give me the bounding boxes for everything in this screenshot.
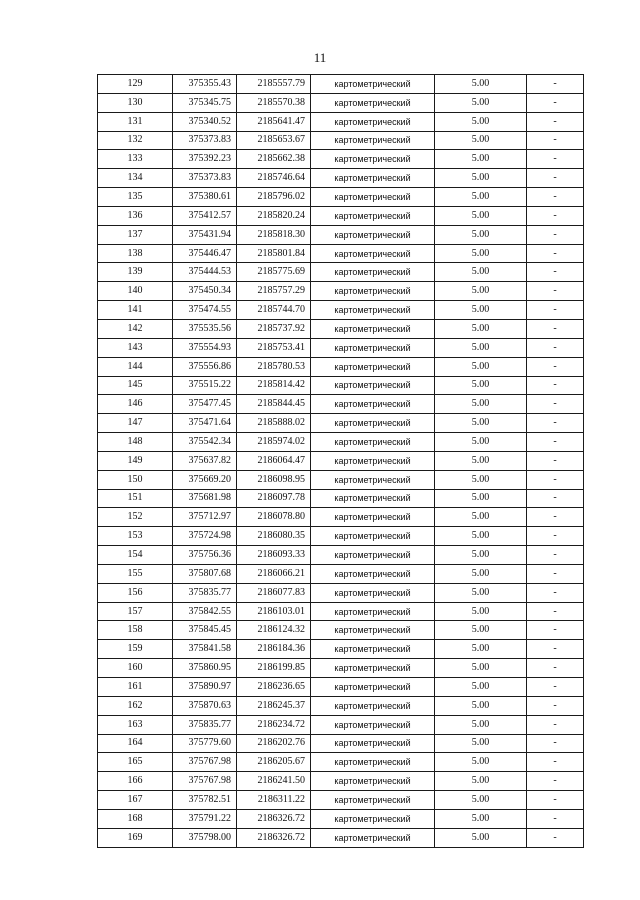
point-number-cell: 131 <box>98 112 173 131</box>
table-row <box>98 263 584 282</box>
x-coordinate-cell: 375890.97 <box>173 678 237 697</box>
accuracy-cell: 5.00 <box>435 301 527 320</box>
table-row <box>98 508 584 527</box>
point-number-cell: 130 <box>98 93 173 112</box>
x-coordinate-cell: 375477.45 <box>173 395 237 414</box>
description-cell: - <box>527 828 584 847</box>
accuracy-cell: 5.00 <box>435 451 527 470</box>
method-cell: картометрический <box>311 640 435 659</box>
table-row <box>98 433 584 452</box>
method-cell: картометрический <box>311 791 435 810</box>
method-cell: картометрический <box>311 508 435 527</box>
x-coordinate-cell: 375835.77 <box>173 715 237 734</box>
description-cell: - <box>527 451 584 470</box>
method-cell: картометрический <box>311 621 435 640</box>
table-row <box>98 301 584 320</box>
point-number-cell: 132 <box>98 131 173 150</box>
y-coordinate-cell: 2185653.67 <box>237 131 311 150</box>
x-coordinate-cell: 375444.53 <box>173 263 237 282</box>
description-cell: - <box>527 527 584 546</box>
description-cell: - <box>527 621 584 640</box>
y-coordinate-cell: 2185641.47 <box>237 112 311 131</box>
description-cell: - <box>527 263 584 282</box>
y-coordinate-cell: 2185775.69 <box>237 263 311 282</box>
table-row <box>98 470 584 489</box>
accuracy-cell: 5.00 <box>435 828 527 847</box>
x-coordinate-cell: 375345.75 <box>173 93 237 112</box>
table-row <box>98 319 584 338</box>
y-coordinate-cell: 2186184.36 <box>237 640 311 659</box>
method-cell: картометрический <box>311 715 435 734</box>
point-number-cell: 154 <box>98 546 173 565</box>
table-row <box>98 678 584 697</box>
point-number-cell: 159 <box>98 640 173 659</box>
description-cell: - <box>527 206 584 225</box>
accuracy-cell: 5.00 <box>435 791 527 810</box>
description-cell: - <box>527 75 584 94</box>
description-cell: - <box>527 508 584 527</box>
method-cell: картометрический <box>311 470 435 489</box>
point-number-cell: 137 <box>98 225 173 244</box>
point-number-cell: 135 <box>98 188 173 207</box>
accuracy-cell: 5.00 <box>435 772 527 791</box>
x-coordinate-cell: 375779.60 <box>173 734 237 753</box>
description-cell: - <box>527 244 584 263</box>
x-coordinate-cell: 375373.83 <box>173 131 237 150</box>
y-coordinate-cell: 2186077.83 <box>237 583 311 602</box>
point-number-cell: 151 <box>98 489 173 508</box>
method-cell: картометрический <box>311 188 435 207</box>
point-number-cell: 145 <box>98 376 173 395</box>
accuracy-cell: 5.00 <box>435 414 527 433</box>
description-cell: - <box>527 433 584 452</box>
x-coordinate-cell: 375841.58 <box>173 640 237 659</box>
point-number-cell: 136 <box>98 206 173 225</box>
table-row <box>98 772 584 791</box>
y-coordinate-cell: 2186205.67 <box>237 753 311 772</box>
y-coordinate-cell: 2186199.85 <box>237 659 311 678</box>
table-row <box>98 659 584 678</box>
table-row <box>98 791 584 810</box>
method-cell: картометрический <box>311 583 435 602</box>
description-cell: - <box>527 414 584 433</box>
y-coordinate-cell: 2185780.53 <box>237 357 311 376</box>
table-row <box>98 169 584 188</box>
x-coordinate-cell: 375471.64 <box>173 414 237 433</box>
table-row <box>98 696 584 715</box>
y-coordinate-cell: 2185662.38 <box>237 150 311 169</box>
point-number-cell: 162 <box>98 696 173 715</box>
y-coordinate-cell: 2186098.95 <box>237 470 311 489</box>
point-number-cell: 150 <box>98 470 173 489</box>
y-coordinate-cell: 2185744.70 <box>237 301 311 320</box>
point-number-cell: 163 <box>98 715 173 734</box>
accuracy-cell: 5.00 <box>435 809 527 828</box>
y-coordinate-cell: 2186103.01 <box>237 602 311 621</box>
method-cell: картометрический <box>311 527 435 546</box>
table-row <box>98 338 584 357</box>
description-cell: - <box>527 395 584 414</box>
table-row <box>98 225 584 244</box>
table-row <box>98 564 584 583</box>
table-row <box>98 753 584 772</box>
accuracy-cell: 5.00 <box>435 225 527 244</box>
y-coordinate-cell: 2186078.80 <box>237 508 311 527</box>
point-number-cell: 149 <box>98 451 173 470</box>
x-coordinate-cell: 375556.86 <box>173 357 237 376</box>
accuracy-cell: 5.00 <box>435 376 527 395</box>
table-row <box>98 715 584 734</box>
description-cell: - <box>527 301 584 320</box>
accuracy-cell: 5.00 <box>435 602 527 621</box>
accuracy-cell: 5.00 <box>435 546 527 565</box>
table-row <box>98 112 584 131</box>
y-coordinate-cell: 2185818.30 <box>237 225 311 244</box>
y-coordinate-cell: 2185844.45 <box>237 395 311 414</box>
method-cell: картометрический <box>311 753 435 772</box>
description-cell: - <box>527 734 584 753</box>
x-coordinate-cell: 375845.45 <box>173 621 237 640</box>
accuracy-cell: 5.00 <box>435 527 527 546</box>
method-cell: картометрический <box>311 376 435 395</box>
x-coordinate-cell: 375412.57 <box>173 206 237 225</box>
y-coordinate-cell: 2186234.72 <box>237 715 311 734</box>
description-cell: - <box>527 715 584 734</box>
x-coordinate-cell: 375842.55 <box>173 602 237 621</box>
description-cell: - <box>527 809 584 828</box>
point-number-cell: 168 <box>98 809 173 828</box>
accuracy-cell: 5.00 <box>435 470 527 489</box>
coordinates-table-body <box>98 75 584 848</box>
x-coordinate-cell: 375767.98 <box>173 753 237 772</box>
y-coordinate-cell: 2185801.84 <box>237 244 311 263</box>
table-row <box>98 451 584 470</box>
method-cell: картометрический <box>311 338 435 357</box>
description-cell: - <box>527 678 584 697</box>
accuracy-cell: 5.00 <box>435 244 527 263</box>
description-cell: - <box>527 564 584 583</box>
table-row <box>98 828 584 847</box>
method-cell: картометрический <box>311 150 435 169</box>
point-number-cell: 153 <box>98 527 173 546</box>
y-coordinate-cell: 2186326.72 <box>237 828 311 847</box>
x-coordinate-cell: 375782.51 <box>173 791 237 810</box>
method-cell: картометрический <box>311 433 435 452</box>
y-coordinate-cell: 2185888.02 <box>237 414 311 433</box>
method-cell: картометрический <box>311 395 435 414</box>
x-coordinate-cell: 375798.00 <box>173 828 237 847</box>
x-coordinate-cell: 375712.97 <box>173 508 237 527</box>
y-coordinate-cell: 2185746.64 <box>237 169 311 188</box>
point-number-cell: 141 <box>98 301 173 320</box>
accuracy-cell: 5.00 <box>435 206 527 225</box>
x-coordinate-cell: 375450.34 <box>173 282 237 301</box>
x-coordinate-cell: 375835.77 <box>173 583 237 602</box>
method-cell: картометрический <box>311 244 435 263</box>
coordinates-table <box>97 74 584 848</box>
table-row <box>98 150 584 169</box>
y-coordinate-cell: 2186326.72 <box>237 809 311 828</box>
point-number-cell: 156 <box>98 583 173 602</box>
method-cell: картометрический <box>311 546 435 565</box>
description-cell: - <box>527 772 584 791</box>
accuracy-cell: 5.00 <box>435 753 527 772</box>
method-cell: картометрический <box>311 225 435 244</box>
point-number-cell: 161 <box>98 678 173 697</box>
description-cell: - <box>527 640 584 659</box>
point-number-cell: 157 <box>98 602 173 621</box>
point-number-cell: 158 <box>98 621 173 640</box>
table-row <box>98 188 584 207</box>
method-cell: картометрический <box>311 93 435 112</box>
accuracy-cell: 5.00 <box>435 282 527 301</box>
table-row <box>98 206 584 225</box>
table-row <box>98 583 584 602</box>
method-cell: картометрический <box>311 282 435 301</box>
method-cell: картометрический <box>311 809 435 828</box>
y-coordinate-cell: 2186245.37 <box>237 696 311 715</box>
x-coordinate-cell: 375373.83 <box>173 169 237 188</box>
accuracy-cell: 5.00 <box>435 696 527 715</box>
method-cell: картометрический <box>311 301 435 320</box>
y-coordinate-cell: 2185814.42 <box>237 376 311 395</box>
point-number-cell: 134 <box>98 169 173 188</box>
point-number-cell: 147 <box>98 414 173 433</box>
table-row <box>98 546 584 565</box>
x-coordinate-cell: 375474.55 <box>173 301 237 320</box>
accuracy-cell: 5.00 <box>435 583 527 602</box>
description-cell: - <box>527 338 584 357</box>
accuracy-cell: 5.00 <box>435 150 527 169</box>
table-row <box>98 489 584 508</box>
description-cell: - <box>527 470 584 489</box>
y-coordinate-cell: 2186241.50 <box>237 772 311 791</box>
x-coordinate-cell: 375431.94 <box>173 225 237 244</box>
page-number: 11 <box>313 50 327 65</box>
accuracy-cell: 5.00 <box>435 640 527 659</box>
x-coordinate-cell: 375535.56 <box>173 319 237 338</box>
table-row <box>98 602 584 621</box>
table-row <box>98 395 584 414</box>
x-coordinate-cell: 375791.22 <box>173 809 237 828</box>
method-cell: картометрический <box>311 169 435 188</box>
table-row <box>98 621 584 640</box>
accuracy-cell: 5.00 <box>435 188 527 207</box>
y-coordinate-cell: 2186064.47 <box>237 451 311 470</box>
table-row <box>98 640 584 659</box>
point-number-cell: 144 <box>98 357 173 376</box>
table-row <box>98 93 584 112</box>
x-coordinate-cell: 375767.98 <box>173 772 237 791</box>
accuracy-cell: 5.00 <box>435 169 527 188</box>
accuracy-cell: 5.00 <box>435 734 527 753</box>
x-coordinate-cell: 375756.36 <box>173 546 237 565</box>
table-row <box>98 414 584 433</box>
description-cell: - <box>527 696 584 715</box>
y-coordinate-cell: 2185796.02 <box>237 188 311 207</box>
point-number-cell: 166 <box>98 772 173 791</box>
description-cell: - <box>527 112 584 131</box>
x-coordinate-cell: 375860.95 <box>173 659 237 678</box>
x-coordinate-cell: 375340.52 <box>173 112 237 131</box>
y-coordinate-cell: 2185737.92 <box>237 319 311 338</box>
x-coordinate-cell: 375554.93 <box>173 338 237 357</box>
table-row <box>98 809 584 828</box>
accuracy-cell: 5.00 <box>435 433 527 452</box>
description-cell: - <box>527 225 584 244</box>
x-coordinate-cell: 375380.61 <box>173 188 237 207</box>
point-number-cell: 152 <box>98 508 173 527</box>
method-cell: картометрический <box>311 451 435 470</box>
accuracy-cell: 5.00 <box>435 508 527 527</box>
accuracy-cell: 5.00 <box>435 263 527 282</box>
x-coordinate-cell: 375870.63 <box>173 696 237 715</box>
y-coordinate-cell: 2185753.41 <box>237 338 311 357</box>
accuracy-cell: 5.00 <box>435 131 527 150</box>
point-number-cell: 129 <box>98 75 173 94</box>
description-cell: - <box>527 169 584 188</box>
table-row <box>98 244 584 263</box>
description-cell: - <box>527 131 584 150</box>
accuracy-cell: 5.00 <box>435 75 527 94</box>
x-coordinate-cell: 375724.98 <box>173 527 237 546</box>
point-number-cell: 167 <box>98 791 173 810</box>
accuracy-cell: 5.00 <box>435 489 527 508</box>
x-coordinate-cell: 375515.22 <box>173 376 237 395</box>
description-cell: - <box>527 791 584 810</box>
description-cell: - <box>527 546 584 565</box>
point-number-cell: 142 <box>98 319 173 338</box>
y-coordinate-cell: 2186236.65 <box>237 678 311 697</box>
y-coordinate-cell: 2186097.78 <box>237 489 311 508</box>
description-cell: - <box>527 150 584 169</box>
method-cell: картометрический <box>311 772 435 791</box>
method-cell: картометрический <box>311 131 435 150</box>
description-cell: - <box>527 357 584 376</box>
method-cell: картометрический <box>311 659 435 678</box>
accuracy-cell: 5.00 <box>435 659 527 678</box>
method-cell: картометрический <box>311 263 435 282</box>
method-cell: картометрический <box>311 564 435 583</box>
accuracy-cell: 5.00 <box>435 678 527 697</box>
point-number-cell: 146 <box>98 395 173 414</box>
description-cell: - <box>527 319 584 338</box>
method-cell: картометрический <box>311 319 435 338</box>
y-coordinate-cell: 2185757.29 <box>237 282 311 301</box>
y-coordinate-cell: 2186093.33 <box>237 546 311 565</box>
point-number-cell: 140 <box>98 282 173 301</box>
description-cell: - <box>527 659 584 678</box>
description-cell: - <box>527 376 584 395</box>
accuracy-cell: 5.00 <box>435 319 527 338</box>
point-number-cell: 143 <box>98 338 173 357</box>
accuracy-cell: 5.00 <box>435 112 527 131</box>
y-coordinate-cell: 2185820.24 <box>237 206 311 225</box>
y-coordinate-cell: 2185570.38 <box>237 93 311 112</box>
point-number-cell: 155 <box>98 564 173 583</box>
accuracy-cell: 5.00 <box>435 715 527 734</box>
point-number-cell: 138 <box>98 244 173 263</box>
x-coordinate-cell: 375637.82 <box>173 451 237 470</box>
method-cell: картометрический <box>311 112 435 131</box>
method-cell: картометрический <box>311 678 435 697</box>
y-coordinate-cell: 2185557.79 <box>237 75 311 94</box>
accuracy-cell: 5.00 <box>435 93 527 112</box>
table-row <box>98 131 584 150</box>
table-row <box>98 282 584 301</box>
method-cell: картометрический <box>311 696 435 715</box>
method-cell: картометрический <box>311 602 435 621</box>
point-number-cell: 133 <box>98 150 173 169</box>
accuracy-cell: 5.00 <box>435 564 527 583</box>
y-coordinate-cell: 2186124.32 <box>237 621 311 640</box>
description-cell: - <box>527 188 584 207</box>
table-row <box>98 527 584 546</box>
description-cell: - <box>527 602 584 621</box>
point-number-cell: 164 <box>98 734 173 753</box>
method-cell: картометрический <box>311 357 435 376</box>
description-cell: - <box>527 282 584 301</box>
description-cell: - <box>527 93 584 112</box>
table-row <box>98 376 584 395</box>
y-coordinate-cell: 2186311.22 <box>237 791 311 810</box>
table-row <box>98 357 584 376</box>
method-cell: картометрический <box>311 489 435 508</box>
accuracy-cell: 5.00 <box>435 621 527 640</box>
accuracy-cell: 5.00 <box>435 395 527 414</box>
x-coordinate-cell: 375542.34 <box>173 433 237 452</box>
table-row <box>98 734 584 753</box>
method-cell: картометрический <box>311 734 435 753</box>
x-coordinate-cell: 375355.43 <box>173 75 237 94</box>
point-number-cell: 169 <box>98 828 173 847</box>
x-coordinate-cell: 375446.47 <box>173 244 237 263</box>
accuracy-cell: 5.00 <box>435 338 527 357</box>
point-number-cell: 148 <box>98 433 173 452</box>
point-number-cell: 139 <box>98 263 173 282</box>
x-coordinate-cell: 375669.20 <box>173 470 237 489</box>
x-coordinate-cell: 375681.98 <box>173 489 237 508</box>
point-number-cell: 165 <box>98 753 173 772</box>
method-cell: картометрический <box>311 206 435 225</box>
y-coordinate-cell: 2186066.21 <box>237 564 311 583</box>
description-cell: - <box>527 583 584 602</box>
y-coordinate-cell: 2186080.35 <box>237 527 311 546</box>
method-cell: картометрический <box>311 414 435 433</box>
accuracy-cell: 5.00 <box>435 357 527 376</box>
table-row <box>98 75 584 94</box>
description-cell: - <box>527 753 584 772</box>
x-coordinate-cell: 375807.68 <box>173 564 237 583</box>
point-number-cell: 160 <box>98 659 173 678</box>
y-coordinate-cell: 2186202.76 <box>237 734 311 753</box>
x-coordinate-cell: 375392.23 <box>173 150 237 169</box>
description-cell: - <box>527 489 584 508</box>
y-coordinate-cell: 2185974.02 <box>237 433 311 452</box>
method-cell: картометрический <box>311 828 435 847</box>
method-cell: картометрический <box>311 75 435 94</box>
